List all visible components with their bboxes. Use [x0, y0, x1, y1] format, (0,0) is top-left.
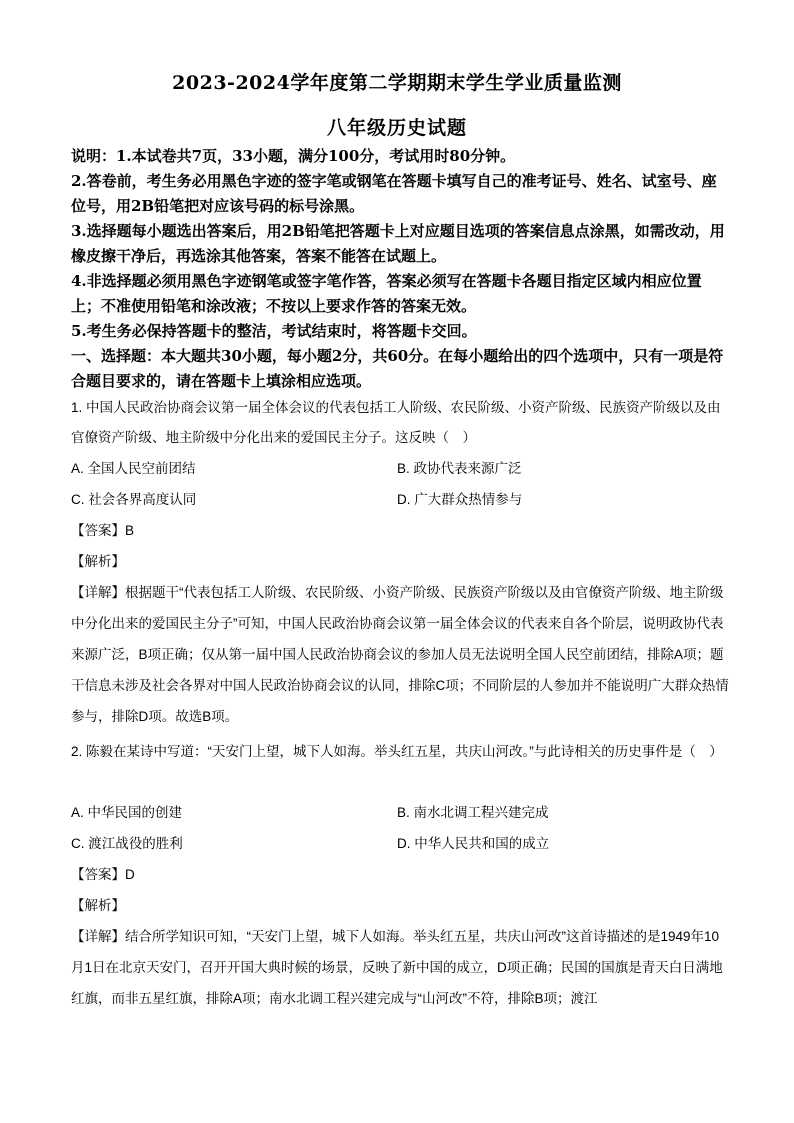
- instruction-5: 5.考生务必保持答题卡的整洁，考试结束时，将答题卡交回。: [71, 322, 477, 340]
- question-1-analysis-label: 【解析】: [71, 554, 125, 569]
- instruction-1: 说明：1.本试卷共7页，33小题，满分100分，考试用时80分钟。: [71, 147, 516, 165]
- question-1-detail: 【详解】根据题干“代表包括工人阶级、农民阶级、小资产阶级、民族资产阶级以及由官僚资产阶级、地主阶级中分化出来的爱国民主分子”可知，中国人民政治协商会议第一届全体会议的代表来自各个阶层，说明政协代表来源广泛，B项正确；仅从第一届中国人民政治协商会议的参加人员无法说明全国人民空前团结，排除A项；题干信息未涉及社会各界对中国人民政治协商会议的认同，排除C项；不同阶层的人参加并不能说明广大群众热情参与，排除D项。故选B项。: [71, 585, 729, 724]
- question-1-option-d: D. 广大群众热情参与: [397, 492, 523, 507]
- instruction-4: 4.非选择题必须用黑色字迹钢笔或签字笔作答，答案必须写在答题卡各题目指定区域内相应位置上；不准使用铅笔和涂改液；不按以上要求作答的答案无效。: [71, 272, 702, 315]
- question-1-option-a: A. 全国人民空前团结: [71, 461, 196, 476]
- question-1-stem: 1. 中国人民政治协商会议第一届全体会议的代表包括工人阶级、农民阶级、小资产阶级、民族资产阶级以及由官僚资产阶级、地主阶级中分化出来的爱国民主分子。这反映（ ）: [71, 400, 721, 445]
- question-2-detail: 【详解】结合所学知识可知，“天安门上望，城下人如海。举头红五星，共庆山河改”这首诗描述的是1949年10月1日在北京天安门，召开开国大典时候的场景，反映了新中国的成立，D项正确；民国的国旗是青天白日满地红旗，而非五星红旗，排除A项；南水北调工程兴建完成与“山河改”不符，排除B项；渡江: [71, 929, 723, 1006]
- question-1-option-b: B. 政协代表来源广泛: [397, 461, 522, 476]
- question-2-option-c: C. 渡江战役的胜利: [71, 836, 183, 851]
- question-2-option-a: A. 中华民国的创建: [71, 805, 183, 820]
- section-heading: 一、选择题：本大题共30小题，每小题2分，共60分。在每小题给出的四个选项中，只有一项是符合题目要求的，请在答题卡上填涂相应选项。: [71, 347, 724, 390]
- exam-subtitle: 八年级历史试题: [326, 117, 467, 139]
- question-2-answer: 【答案】D: [71, 867, 135, 882]
- question-2-analysis-label: 【解析】: [71, 898, 125, 913]
- question-2-stem: 2. 陈毅在某诗中写道：“天安门上望，城下人如海。举头红五星，共庆山河改。”与此诗相关的历史事件是（ ）: [71, 744, 723, 759]
- question-2-option-d: D. 中华人民共和国的成立: [397, 836, 550, 851]
- instruction-3: 3.选择题每小题选出答案后，用2B铅笔把答题卡上对应题目选项的答案信息点涂黑，如需改动，用橡皮擦干净后，再选涂其他答案，答案不能答在试题上。: [71, 222, 725, 265]
- instruction-2: 2.答卷前，考生务必用黑色字迹的签字笔或钢笔在答题卡填写自己的准考证号、姓名、试室号、座位号，用2B铅笔把对应该号码的标号涂黑。: [71, 172, 717, 215]
- question-1-option-c: C. 社会各界高度认同: [71, 492, 197, 507]
- exam-title: 2023-2024学年度第二学期期末学生学业质量监测: [172, 72, 622, 94]
- question-2-option-b: B. 南水北调工程兴建完成: [397, 805, 549, 820]
- question-1-answer: 【答案】B: [71, 523, 135, 538]
